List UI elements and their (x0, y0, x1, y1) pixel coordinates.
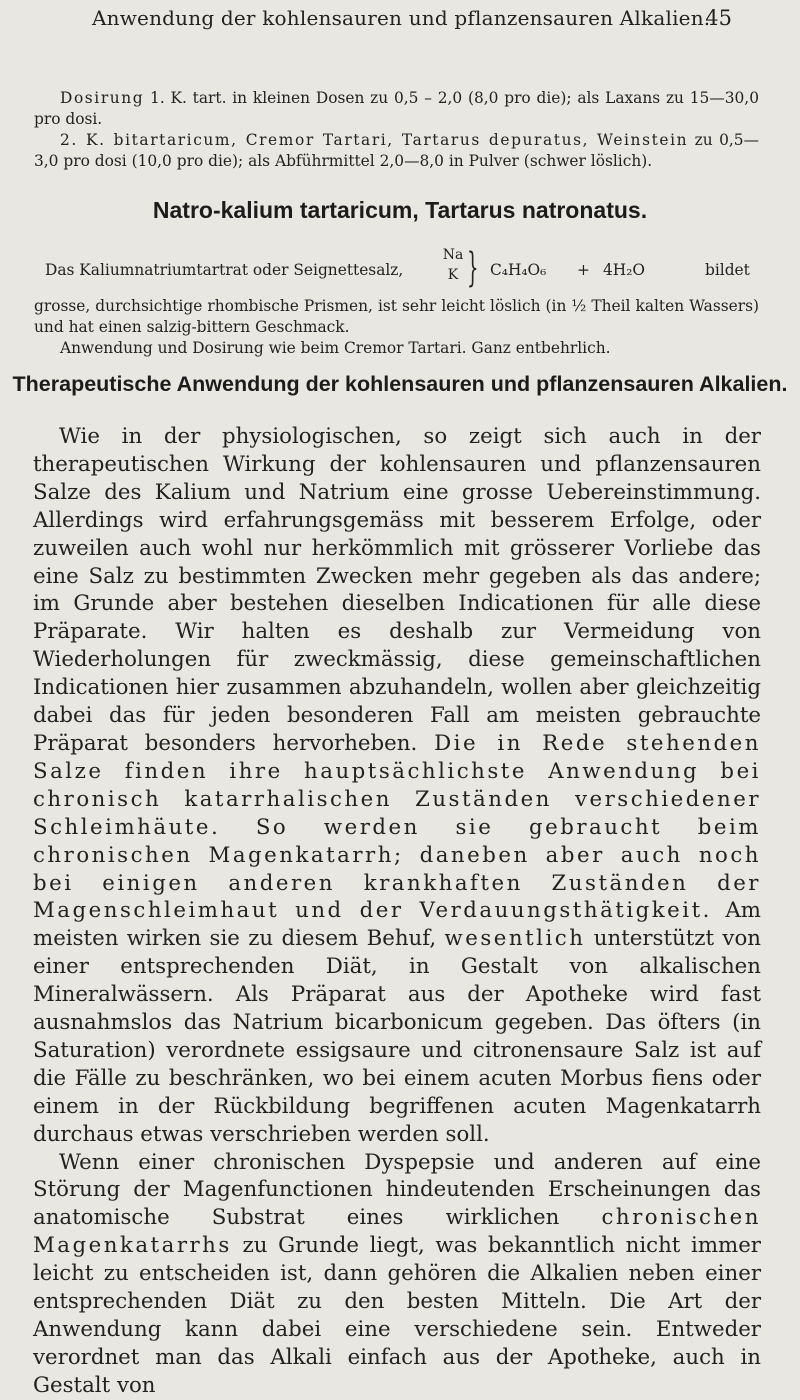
cation-k: K (447, 267, 459, 283)
paragraph-1-text: Wie in der physiologischen, so zeigt sich auch in der therapeutischen Wirkung der kohlensauren und pflanzensauren Salze des Kalium und Natrium eine grosse Uebereinstimmung. Allerdings wird erfahrungsgemäss mit besserem Erfolge, oder zuweilen auch wohl nur herkömmlich mit grösserer Vorliebe das eine Salz zu bestimmten Zwecken mehr gegeben als das andere; im Grunde aber bestehen dieselben Indicationen für alle diese Präparate. Wir halten es deshalb zur Vermeidung von Wiederholungen für zweckmässig, diese gemeinschaftlichen Indicationen hier zusammen abzuhandeln, wollen aber gleichzeitig dabei das für jeden besonderen Fall am meisten gebrauchte Präparat besonders hervorheben. (33, 424, 761, 756)
paragraph-2-text: Wenn einer chronischen Dyspepsie und anderen auf eine Störung der Magenfunctionen hindeutenden Erscheinungen das anatomische Substrat eines wirklichen (33, 1149, 761, 1231)
formula-water: 4H₂O (603, 261, 646, 279)
dosing-paragraph-1 (34, 88, 759, 130)
bitartrate-term: 2. K. bitartaricum, Cremor Tartari, Tartarus depuratus, Weinstein (60, 131, 689, 149)
spaced-emphasis-2: wesentlich (444, 926, 586, 952)
dosing-paragraph-2 (34, 130, 759, 172)
brace-symbol: } (466, 245, 479, 291)
paragraph-1-text-cont: Am meisten wirken sie zu diesem Behuf, (33, 898, 761, 952)
spaced-emphasis-1: Die in Rede stehenden Salze finden ihre hauptsächlichste Anwendung bei chronisch katarrhalischen Zuständen verschiedener Schleimhäute. So werden sie gebraucht beim chronischen Magenkatarrh; daneben aber auch noch bei einigen anderen krankhaften Zuständen der Magenschleimhaut und der Verdauungsthätigkeit. (33, 730, 762, 924)
running-title: Anwendung der kohlensauren und pflanzensauren Alkalien. (92, 6, 711, 30)
dosing-block (34, 88, 759, 172)
formula-anion: C₄H₄O₆ (490, 261, 547, 279)
page-number: 45 (705, 6, 732, 30)
therapeutic-body (33, 423, 761, 1400)
formula-prefix: Das Kaliumnatriumtartrat oder Seignettesalz, (45, 261, 404, 279)
paragraph-2-text-end: zu Grunde liegt, was bekanntlich nicht immer leicht zu entscheiden ist, dann gehören die Alkalien neben einer entsprechenden Diät zu den besten Mitteln. Die Art der Anwendung kann dabei eine verschiedene sein. Entweder verordnet man das Alkali einfach aus der Apotheke, auch in Gestalt von (33, 1233, 761, 1398)
spaced-emphasis-3: chronischen Magenkatarrhs (33, 1205, 762, 1259)
therapeutic-paragraph-1 (33, 423, 761, 1149)
cation-na: Na (442, 247, 464, 263)
section-heading-natro-kalium: Natro-kalium tartaricum, Tartarus natronatus. (152, 197, 648, 223)
paragraph-1-text-end: unterstützt von einer entsprechenden Diät, in Gestalt von alkalischen Mineralwässern. Als Präparat aus der Apotheke wird fast ausnahmslos das Natrium bicarbonicum gegeben. Das öfters (in Saturation) verordnete essigsaure und citronensaure Salz ist auf die Fälle zu beschränken, wo bei einem acuten Morbus fiens oder einem in der Rückbildung begriffenen acuten Magenkatarrh durchaus etwas verschrieben werden soll. (33, 926, 761, 1147)
therapeutic-paragraph-2 (33, 1149, 761, 1400)
seignette-properties: grosse, durchsichtige rhombische Prismen, ist sehr leicht löslich (in ½ Theil kalten Wassers) und hat einen salzig-bittern Geschmack. (34, 297, 759, 336)
formula-plus: + (577, 261, 590, 279)
bitartrate-text: zu 0,5—3,0 pro dosi (10,0 pro die); als Abführmittel 2,0—8,0 in Pulver (schwer löslich). (34, 131, 759, 170)
dosing-text: 1. K. tart. in kleinen Dosen zu 0,5 – 2,0 (8,0 pro die); als Laxans zu 15—30,0 pro dosi. (34, 89, 759, 128)
seignette-formula-line (45, 247, 761, 295)
formula-verb: bildet (705, 261, 750, 279)
running-head (92, 6, 732, 36)
dosing-term: Dosirung (60, 89, 145, 107)
seignette-usage: Anwendung und Dosirung wie beim Cremor Tartari. Ganz entbehrlich. (60, 339, 611, 357)
section-heading-therapeutic: Therapeutische Anwendung der kohlensauren und pflanzensauren Alkalien. (12, 372, 788, 396)
seignette-description (34, 296, 759, 359)
